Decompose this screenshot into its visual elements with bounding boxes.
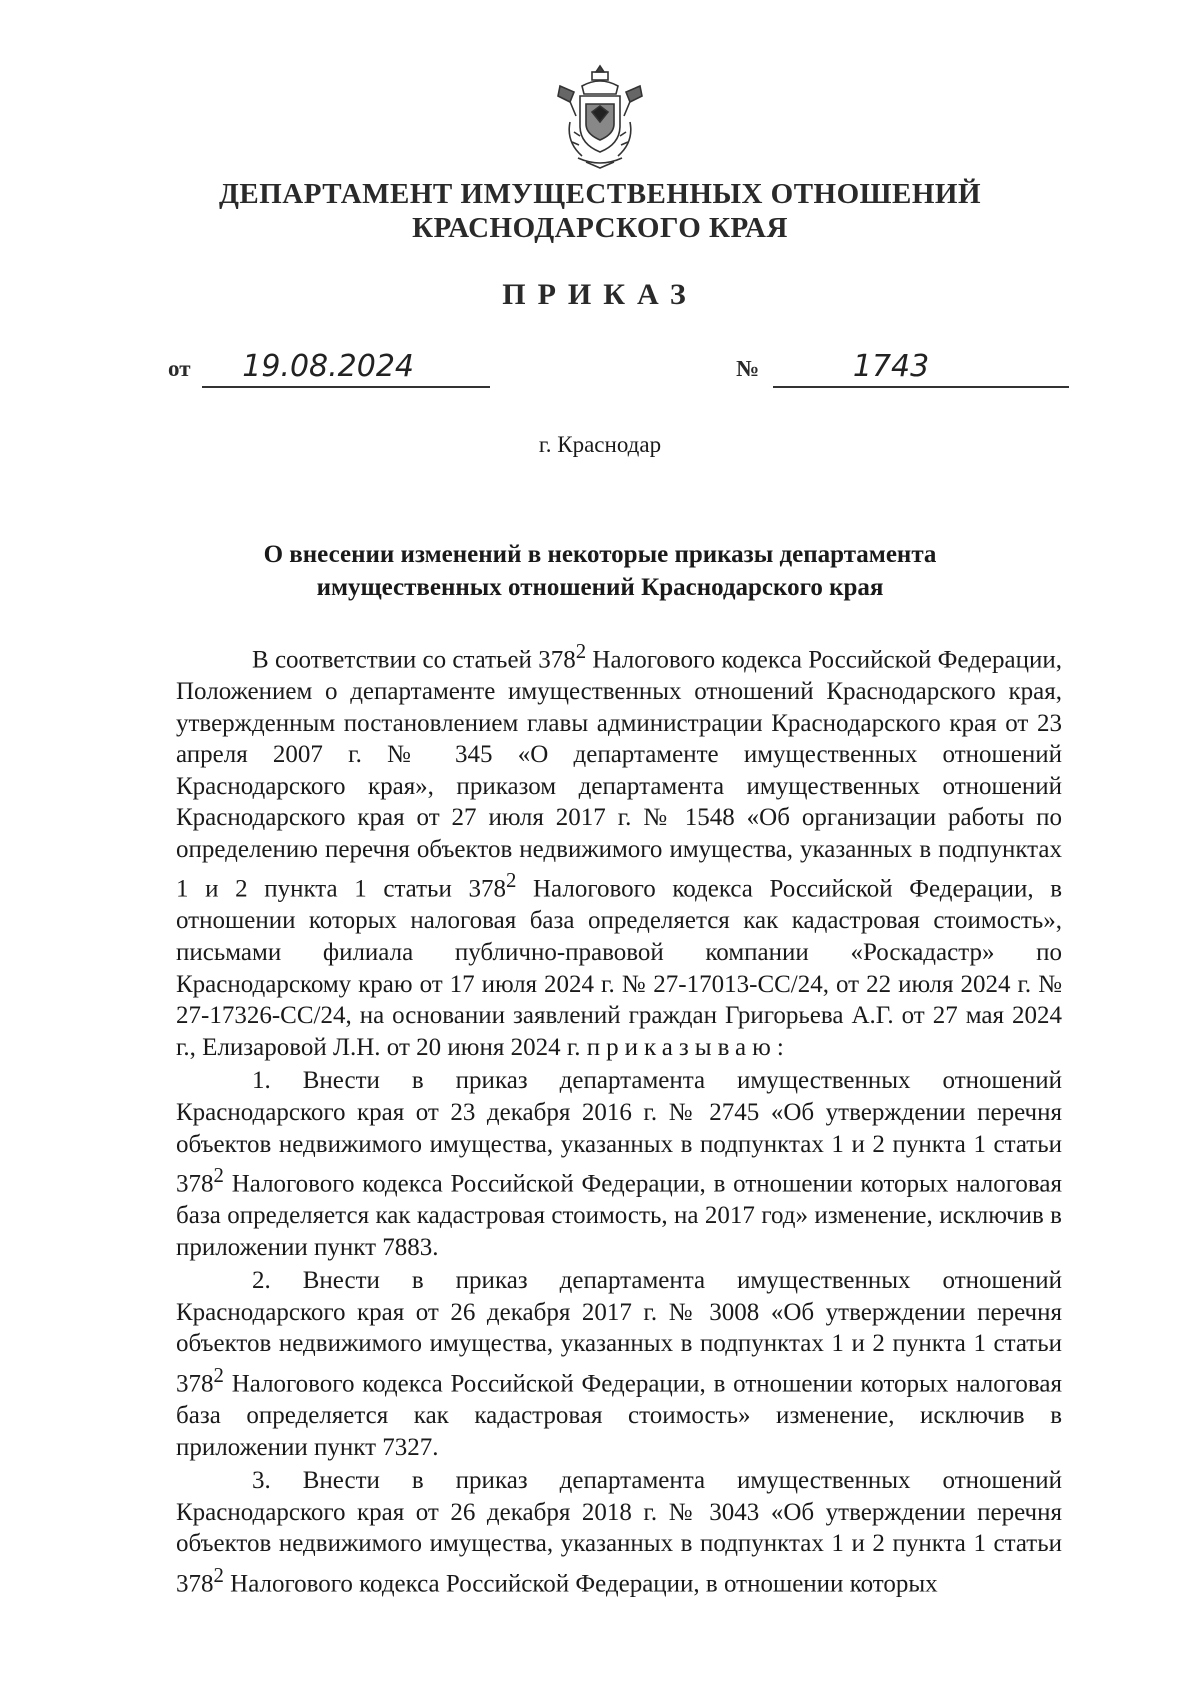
superscript: 2 bbox=[213, 1363, 224, 1388]
document-type: ПРИКАЗ bbox=[502, 278, 698, 311]
item-text: Налогового кодекса Российской Федерации, в отношении которых налоговая база определяется как кадастровая стоимость» изменение, исключив в приложении пункт 7327. bbox=[176, 1370, 1062, 1461]
number-label: № bbox=[736, 356, 760, 381]
document-title bbox=[150, 538, 1050, 604]
list-item bbox=[176, 1065, 1062, 1263]
coat-of-arms-icon bbox=[552, 62, 648, 172]
handwritten-date: 19.08.2024 bbox=[202, 352, 490, 388]
order-keyword: приказываю: bbox=[586, 1033, 790, 1061]
title-line2: имущественных отношений Краснодарского края bbox=[316, 574, 884, 601]
preamble-text: Налогового кодекса Российской Федерации, в отношении которых налоговая база определяется как кадастровая стоимость», письмами филиала публично-правовой компании «Роскадастр» по Краснодарскому краю от 17 июля 2024 г. № 27-17013-СС/24, от 22 июля 2024 г. № 27-17326-СС/24, на основании заявлений граждан Григорьева А.Г. от 27 мая 2024 г., Елизаровой Л.Н. от 20 июня 2024 г. bbox=[176, 875, 1063, 1061]
item-text: Налогового кодекса Российской Федерации, в отношении которых bbox=[223, 1570, 938, 1598]
list-item bbox=[176, 1465, 1062, 1600]
preamble-text: Налогового кодекса Российской Федерации, Положением о департаменте имущественных отношений Краснодарского края, утвержденным постановлением главы администрации Краснодарского края от 23 апреля 2007 г. № 345 «О департаменте имущественных отношений Краснодарского края», приказом департамента имущественных отношений Краснодарского края от 27 июля 2017 г. № 1548 «Об организации работы по определению перечня объектов недвижимого имущества, указанных в подпунктах 1 и 2 пункта 1 статьи 378 bbox=[176, 646, 1062, 903]
item-text: 2. Внести в приказ департамента имущественных отношений Краснодарского края от 26 декабря 2017 г. № 3008 «Об утверждении перечня объектов недвижимого имущества, указанных в подпунктах 1 и 2 пункта 1 статьи 378 bbox=[176, 1267, 1062, 1398]
preamble-paragraph bbox=[176, 636, 1062, 1063]
date-field bbox=[168, 349, 490, 388]
organization-name-line1: ДЕПАРТАМЕНТ ИМУЩЕСТВЕННЫХ ОТНОШЕНИЙ bbox=[218, 178, 982, 210]
preamble-text: В соответствии со статьей 378 bbox=[252, 646, 576, 674]
item-text: 3. Внести в приказ департамента имущественных отношений Краснодарского края от 26 декабря 2018 г. № 3043 «Об утверждении перечня объектов недвижимого имущества, указанных в подпунктах 1 и 2 пункта 1 статьи 378 bbox=[176, 1467, 1062, 1598]
superscript: 2 bbox=[575, 639, 587, 663]
item-text: Налогового кодекса Российской Федерации, в отношении которых налоговая база определяется как кадастровая стоимость, на 2017 год» изменение, исключив в приложении пункт 7883. bbox=[176, 1170, 1062, 1261]
number-field bbox=[736, 349, 1069, 388]
organization-name-line2: КРАСНОДАРСКОГО КРАЯ bbox=[412, 212, 788, 244]
list-item bbox=[176, 1265, 1062, 1463]
city: г. Краснодар bbox=[538, 432, 662, 457]
document-body bbox=[176, 636, 1062, 1600]
handwritten-number: 1743 bbox=[773, 352, 1069, 388]
date-label: от bbox=[168, 356, 191, 381]
superscript: 2 bbox=[213, 1163, 224, 1188]
title-line1: О внесении изменений в некоторые приказы департамента bbox=[263, 541, 937, 568]
superscript: 2 bbox=[505, 868, 517, 893]
superscript: 2 bbox=[213, 1562, 224, 1587]
item-text: 1. Внести в приказ департамента имущественных отношений Краснодарского края от 23 декабря 2016 г. № 2745 «Об утверждении перечня объектов недвижимого имущества, указанных в подпунктах 1 и 2 пункта 1 статьи 378 bbox=[176, 1067, 1062, 1198]
